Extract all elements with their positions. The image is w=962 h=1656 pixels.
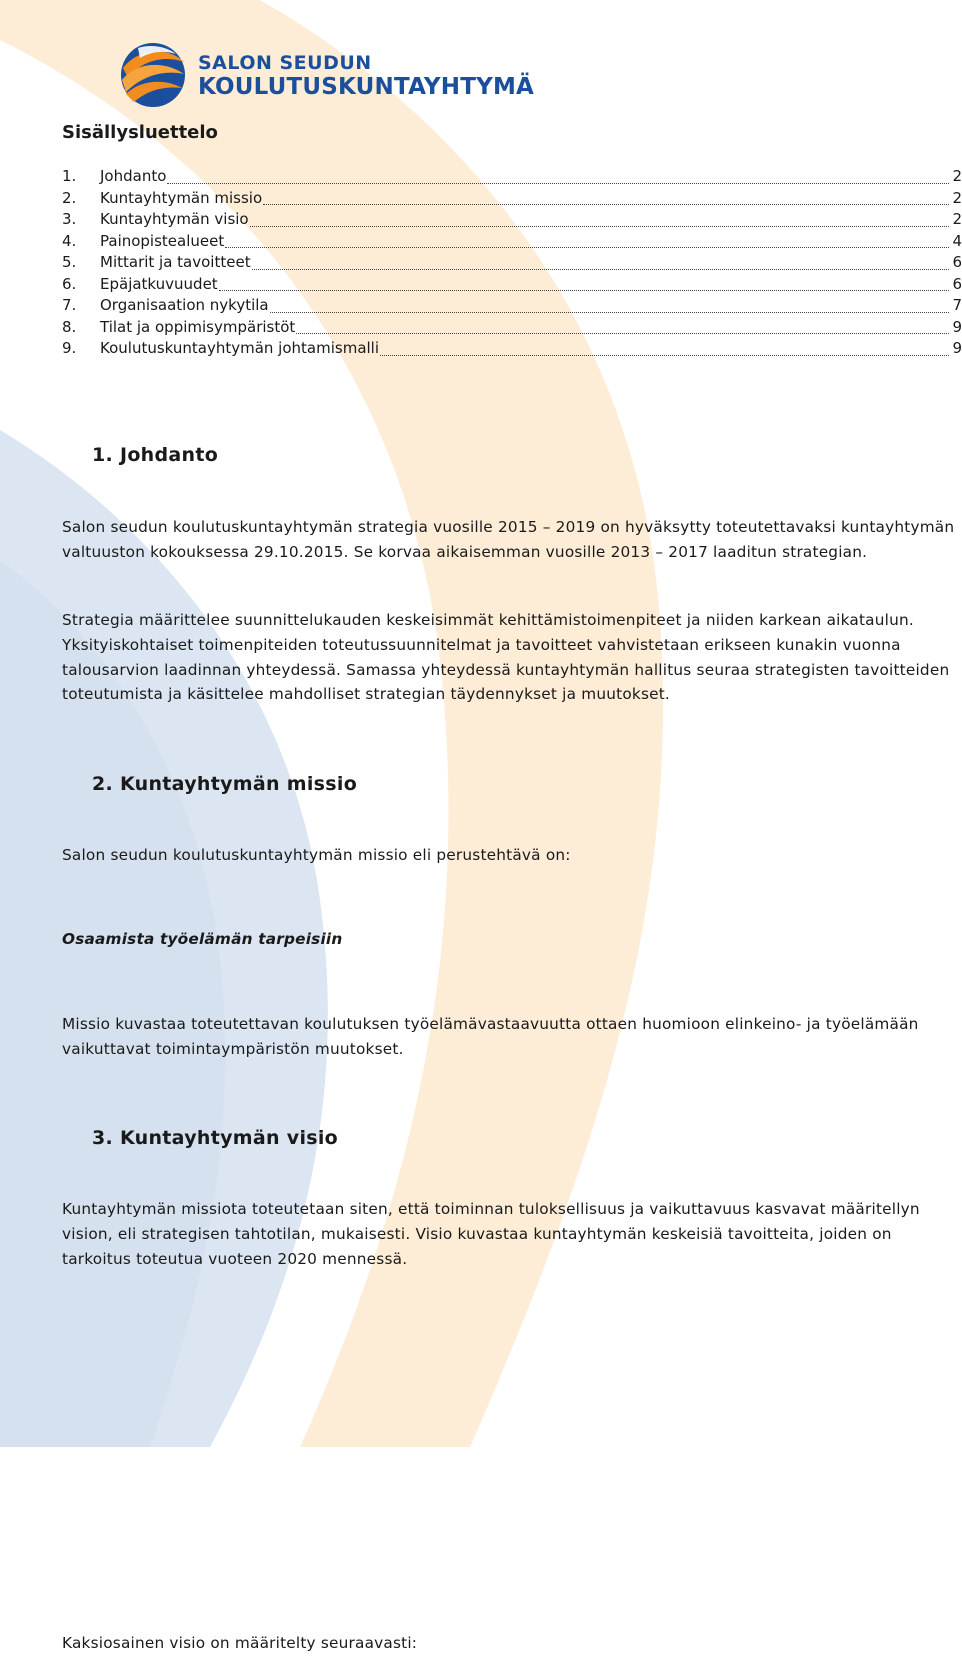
mission-statement: Osaamista työelämän tarpeisiin <box>62 930 343 948</box>
toc-item-page: 6 <box>952 274 962 293</box>
toc-item[interactable] <box>62 318 962 340</box>
section-1-paragraph-2: Strategia määrittelee suunnittelukauden keskeisimmät kehittämistoimenpiteet ja niiden karkean aikataulun. Yksityiskohtaiset toimenpiteiden toteutussuunnitelmat ja tavoitteet vahvistetaan erikseen kunakin vuonna talousarvion laadinnan yhteydessä. Samassa yhteydessä kuntayhtymän hallitus seuraa strategisten tavoitteiden toteutumista ja käsittelee mahdolliset strategian täydennykset ja muutokset. <box>62 611 950 704</box>
toc-item-label: Johdanto <box>100 167 167 185</box>
toc-item-number: 9. <box>62 339 77 357</box>
table-of-contents <box>62 167 962 361</box>
toc-leader-dots <box>219 289 949 291</box>
section-heading-johdanto: 1. Johdanto <box>92 444 219 466</box>
toc-item-page: 9 <box>952 317 962 336</box>
toc-leader-dots <box>380 354 949 356</box>
section-heading-visio: 3. Kuntayhtymän visio <box>92 1127 339 1149</box>
toc-item-label: Painopistealueet <box>100 231 225 250</box>
toc-item-label: Kuntayhtymän missio <box>100 188 263 207</box>
toc-item-label: Tilat ja oppimisympäristöt <box>100 317 296 336</box>
section-3-paragraph-1: Kuntayhtymän missiota toteutetaan siten, että toiminnan tuloksellisuus ja vaikuttavuus kasvavat määritellyn vision, eli strategisen tahtotilan, mukaisesti. Visio kuvastaa kuntayhtymän keskeisiä tavoitteita, joiden on tarkoitus toteutua vuoteen 2020 mennessä. <box>62 1200 920 1268</box>
toc-leader-dots <box>252 268 949 270</box>
toc-item-label: Epäjatkuvuudet <box>100 274 218 293</box>
toc-item-page: 2 <box>952 188 962 207</box>
toc-item-label: Kuntayhtymän visio <box>100 210 249 228</box>
section-2-paragraph-2: Missio kuvastaa toteutettavan koulutuksen työelämävastaavuutta ottaen huomioon elinkeino- ja työelämään vaikuttavat toimintaympäristön muutokset. <box>62 1015 919 1058</box>
toc-item-page: 6 <box>952 253 962 271</box>
section-heading-missio: 2. Kuntayhtymän missio <box>92 773 358 795</box>
toc-item[interactable] <box>62 167 962 189</box>
organization-logo <box>118 40 598 120</box>
toc-item-page: 4 <box>952 231 962 250</box>
toc-item-page: 2 <box>952 167 962 185</box>
section-2-paragraph-1: Salon seudun koulutuskuntayhtymän missio eli perustehtävä on: <box>62 846 571 864</box>
logo-emblem-icon <box>118 40 188 110</box>
toc-leader-dots <box>296 332 949 334</box>
toc-item[interactable] <box>62 296 962 318</box>
toc-item[interactable] <box>62 210 962 232</box>
toc-item-label: Koulutuskuntayhtymän johtamismalli <box>100 339 380 357</box>
toc-item-number: 3. <box>62 210 77 228</box>
toc-item-number: 2. <box>62 188 77 207</box>
toc-item[interactable] <box>62 275 962 297</box>
toc-item-number: 6. <box>62 274 77 293</box>
toc-item-number: 7. <box>62 296 77 314</box>
toc-item-label: Organisaation nykytila <box>100 296 269 314</box>
toc-item-number: 8. <box>62 317 77 336</box>
toc-leader-dots <box>225 246 949 248</box>
toc-item-page: 7 <box>952 296 962 314</box>
section-3-paragraph-2: Kaksiosainen visio on määritelty seuraavasti: <box>62 1634 418 1652</box>
logo-text-line1: SALON SEUDUN <box>198 52 372 74</box>
toc-item-page: 2 <box>952 210 962 228</box>
toc-item[interactable] <box>62 189 962 211</box>
toc-leader-dots <box>250 225 949 227</box>
toc-item[interactable] <box>62 339 962 361</box>
toc-item-page: 9 <box>952 339 962 357</box>
section-1-paragraph-1: Salon seudun koulutuskuntayhtymän strategia vuosille 2015 – 2019 on hyväksytty toteutettavaksi kuntayhtymän valtuuston kokouksessa 29.10.2015. Se korvaa aikaisemman vuosille 2013 – 2017 laaditun strategian. <box>62 518 955 561</box>
toc-leader-dots <box>270 311 949 313</box>
toc-item[interactable] <box>62 232 962 254</box>
toc-leader-dots <box>167 182 949 184</box>
toc-title: Sisällysluettelo <box>62 122 218 143</box>
toc-item-number: 5. <box>62 253 77 271</box>
logo-text-line2: KOULUTUSKUNTAYHTYMÄ <box>198 74 535 100</box>
toc-item[interactable] <box>62 253 962 275</box>
toc-item-number: 4. <box>62 231 77 250</box>
toc-item-label: Mittarit ja tavoitteet <box>100 253 251 271</box>
toc-leader-dots <box>263 203 949 205</box>
toc-item-number: 1. <box>62 167 77 185</box>
